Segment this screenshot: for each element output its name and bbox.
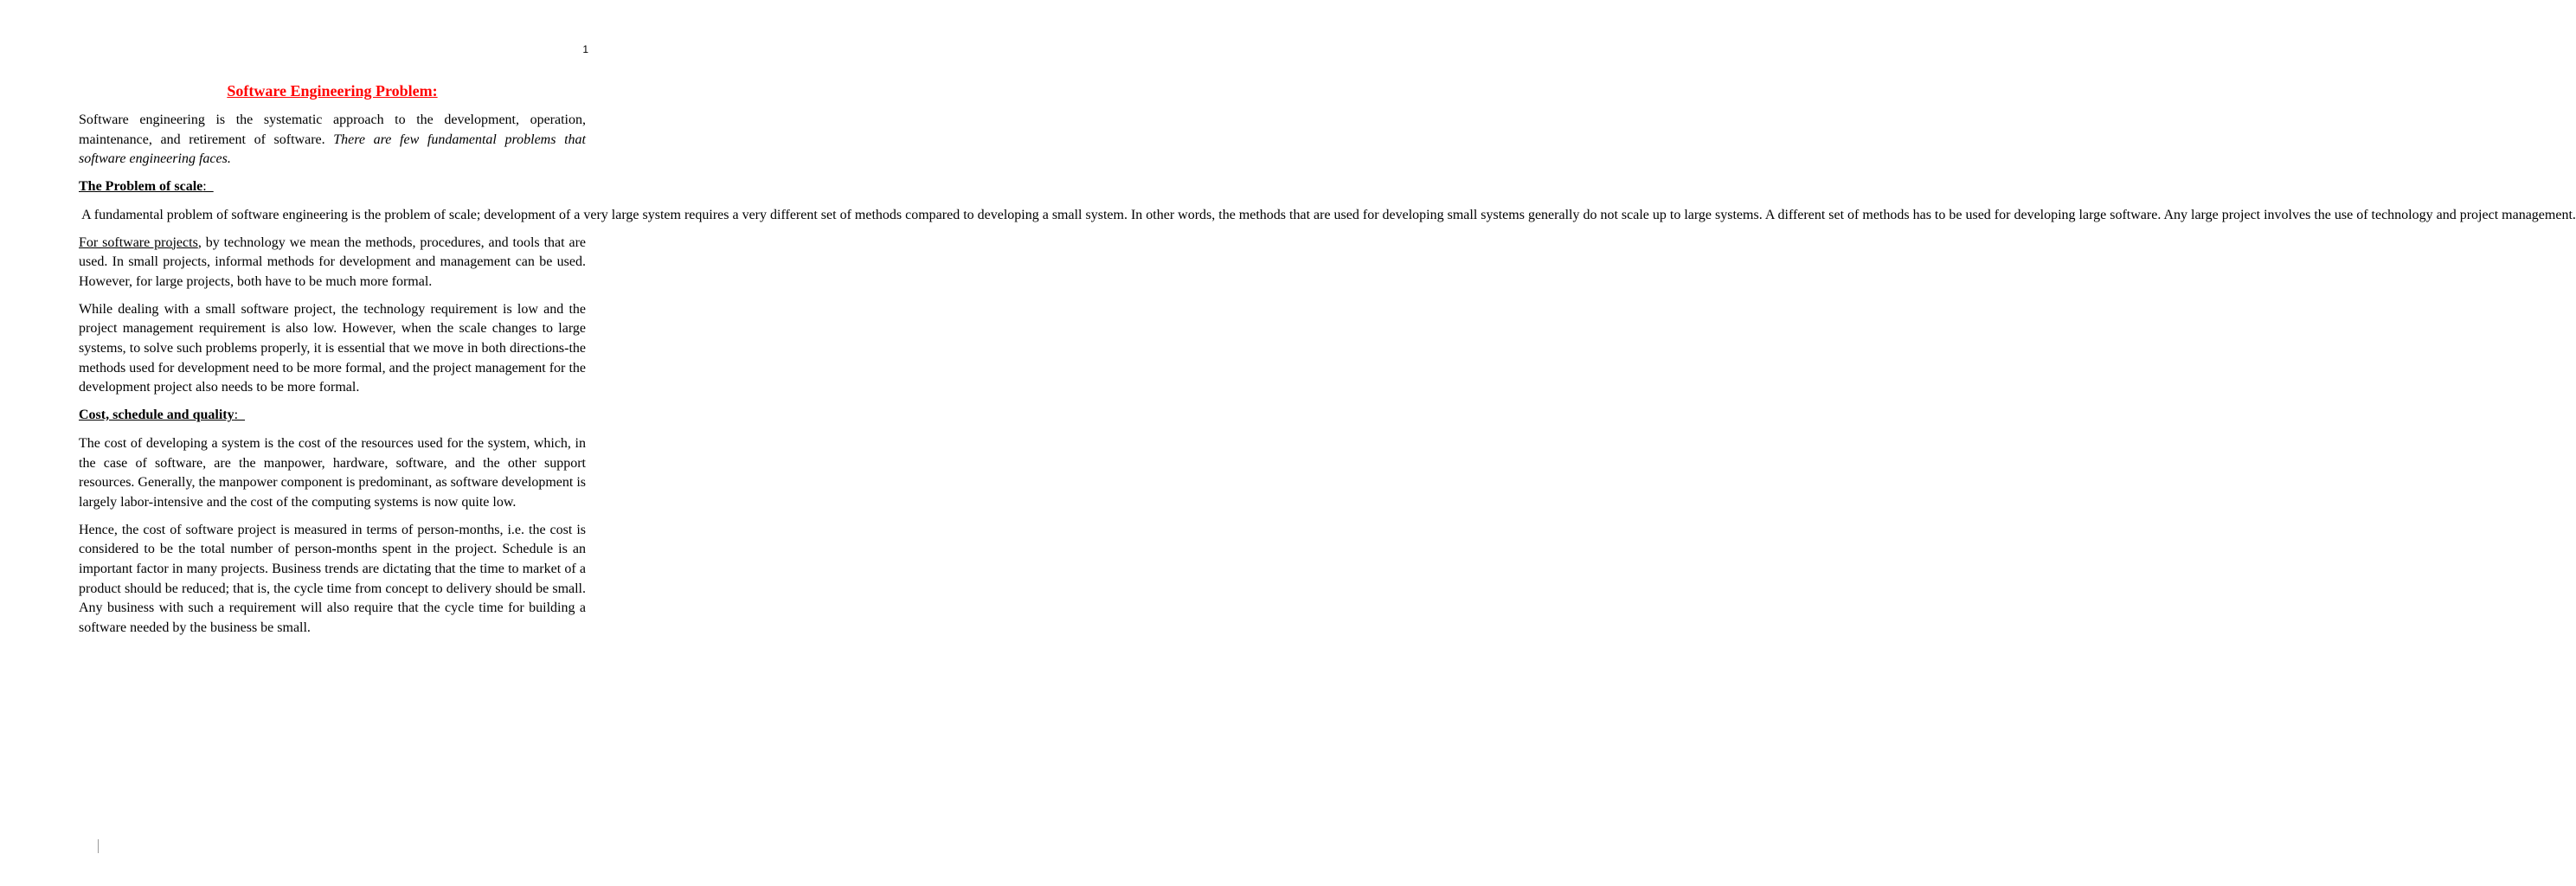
section-heading-text: Cost, schedule and quality: [79, 408, 234, 423]
intro-text: Software engineering is the systematic approach to the development, operation, maintenance, and retirement of software.: [79, 112, 586, 147]
intro-italic-text: There are few fundamental problems that software engineering faces.: [79, 132, 586, 167]
paragraph-text: , by technology we mean the methods, procedures, and tools that are used. In small projects, informal methods for development and management can be used. However, for large projects, both have to be much more formal.: [79, 234, 587, 289]
paragraph-text: Hence, the cost of software project is measured in terms of person-months, i.e. the cost is considered to be the total number of person-months spent in the project. Schedule is an important factor in many projects. Business trends are dictating that the time to market of a product should be reduced; that is, the cycle time from concept to delivery should be small. Any business with such a requirement will also require that the cycle time for building a software needed by the business be small.: [79, 522, 586, 636]
section-heading-text: The Problem of scale: [79, 179, 203, 195]
page-number: 1: [582, 43, 588, 55]
paragraph-cost-2: [79, 521, 586, 639]
section-heading-cost-schedule-quality: [79, 406, 586, 426]
document-title: Software Engineering Problem:: [227, 82, 438, 100]
paragraph-scale-1: [79, 206, 2576, 226]
paragraph-text: A fundamental problem of software engineering is the problem of scale; development of a very large system requires a very different set of methods compared to developing a small system. In other words, the methods that are used for developing small systems generally do not scale up to large systems. A different set of methods has to be used for developing large software. Any large project involves the use of technology and project management.: [79, 207, 2576, 222]
underlined-phrase: For software projects: [79, 234, 198, 250]
paragraph-scale-3: [79, 300, 586, 399]
paragraph-cost-1: [79, 434, 586, 513]
section-heading-colon: :: [234, 408, 246, 423]
footer-divider: [98, 839, 99, 853]
document-body: [79, 80, 2576, 646]
intro-paragraph: [79, 111, 586, 170]
paragraph-text: The cost of developing a system is the cost of the resources used for the system, which, in the case of software, are the manpower, hardware, software, and the other support resources. Generally, the manpower component is predominant, as software development is largely labor-intensive and the cost of the computing systems is now quite low.: [79, 435, 586, 510]
section-heading-problem-of-scale: [79, 177, 586, 197]
section-heading-colon: :: [202, 179, 214, 195]
paragraph-text: While dealing with a small software project, the technology requirement is low and the project management requirement is also low. However, when the scale changes to large systems, to solve such problems properly, it is essential that we move in both directions-the methods used for development need to be more formal, and the project management for the development project also needs to be more formal.: [79, 301, 586, 395]
paragraph-scale-2: [79, 234, 586, 292]
